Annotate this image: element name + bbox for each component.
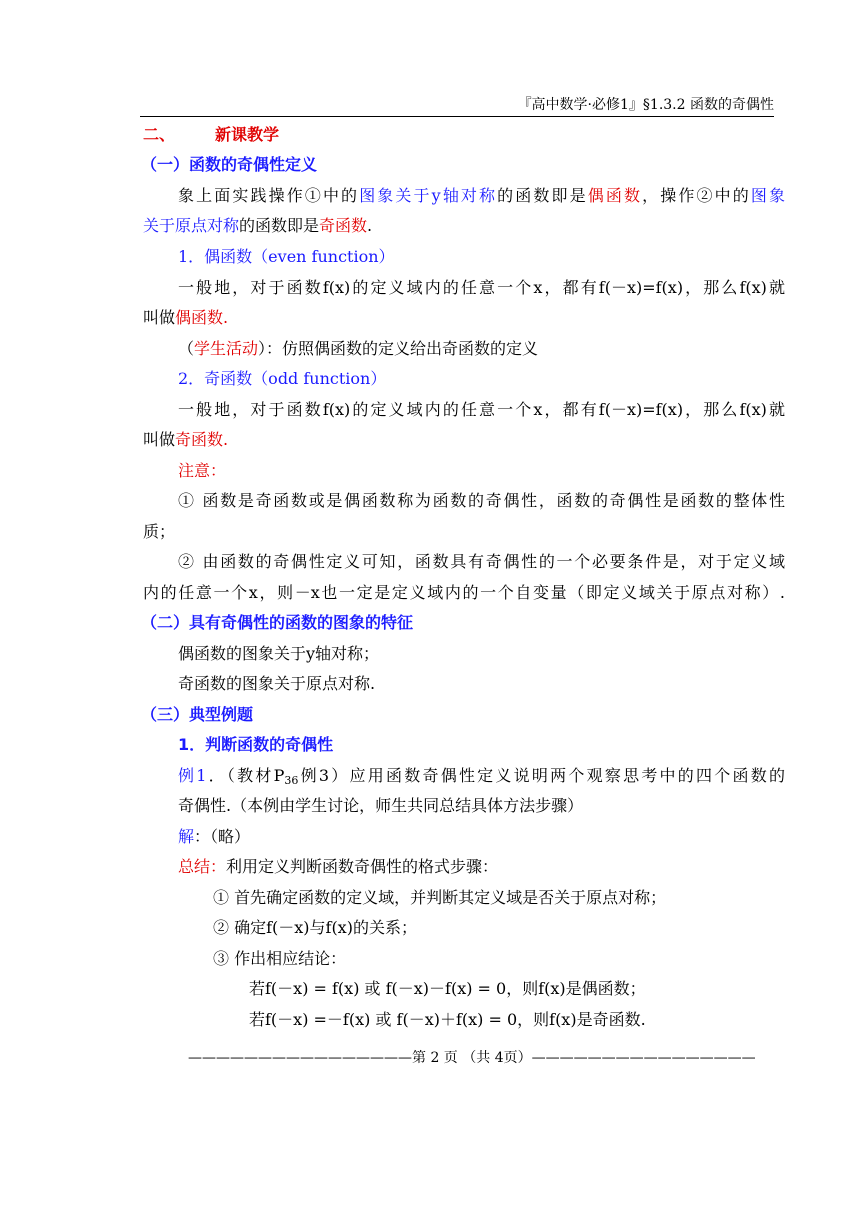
- summary-step-3: ③ 作出相应结论：: [213, 949, 347, 968]
- odd-function-heading: 2．奇函数（odd function）: [178, 369, 387, 388]
- example-topic-heading: 1．判断函数的奇偶性: [178, 735, 334, 754]
- even-definition-line2: 叫做偶函数.: [143, 308, 229, 327]
- note-1-line2: 质；: [143, 522, 176, 541]
- summary-step-1: ① 首先确定函数的定义域，并判断其定义域是否关于原点对称；: [213, 888, 667, 907]
- subsection-3-title: （三）典型例题: [141, 705, 254, 724]
- note-2-line1: ② 由函数的奇偶性定义可知，函数具有奇偶性的一个必要条件是，对于定义域: [178, 552, 785, 571]
- student-activity: （学生活动）：仿照偶函数的定义给出奇函数的定义: [178, 339, 539, 358]
- subsection-1-title: （一）函数的奇偶性定义: [141, 155, 318, 174]
- example-1-line1: 例1．（教材$P_{36}$例3）应用函数奇偶性定义说明两个观察思考中的四个函数的: [178, 766, 785, 787]
- page-footer: ————————————————第 2 页 （共 4页）————————————————: [188, 1050, 756, 1066]
- header-rule: [140, 116, 774, 117]
- note-2-line2: 内的任意一个x，则－x也一定是定义域内的一个自变量（即定义域关于原点对称）.: [143, 583, 785, 602]
- summary-step-2: ② 确定f(－x)与f(x)的关系；: [213, 918, 417, 937]
- note-1-line1: ① 函数是奇函数或是偶函数称为函数的奇偶性，函数的奇偶性是函数的整体性: [178, 491, 785, 510]
- subsection-2-title: （二）具有奇偶性的函数的图象的特征: [141, 613, 414, 632]
- example-1-line2: 奇偶性.（本例由学生讨论，师生共同总结具体方法步骤）: [178, 796, 584, 815]
- summary-condition-odd: 若f(－x) =－f(x) 或 f(－x)＋f(x) = 0，则f(x)是奇函数.: [249, 1010, 646, 1029]
- even-function-heading: 1．偶函数（even function）: [178, 247, 395, 266]
- odd-graph-feature: 奇函数的图象关于原点对称.: [178, 674, 376, 693]
- even-graph-feature: 偶函数的图象关于y轴对称；: [178, 644, 380, 663]
- note-label: 注意：: [178, 461, 227, 480]
- paragraph-intro-line1: 象上面实践操作①中的图象关于y轴对称的函数即是偶函数，操作②中的图象: [178, 186, 785, 205]
- even-definition-line1: 一般地，对于函数f(x)的定义域内的任意一个x，都有f(－x)=f(x)，那么f(x)就: [178, 278, 785, 297]
- section-heading: [143, 125, 279, 145]
- summary-condition-even: 若f(－x) = f(x) 或 f(－x)－f(x) = 0，则f(x)是偶函数；: [249, 979, 646, 998]
- section-number: 二、: [143, 125, 176, 144]
- solution: 解：（略）: [178, 827, 251, 846]
- paragraph-intro-line2: 关于原点对称的函数即是奇函数.: [143, 216, 373, 235]
- odd-definition-line1: 一般地，对于函数f(x)的定义域内的任意一个x，都有f(－x)=f(x)，那么f(x)就: [178, 400, 785, 419]
- summary: 总结：利用定义判断函数奇偶性的格式步骤：: [178, 857, 499, 876]
- odd-definition-line2: 叫做奇函数.: [143, 430, 229, 449]
- section-title: 新课教学: [215, 125, 280, 144]
- running-header: 『高中数学·必修1』§1.3.2 函数的奇偶性: [517, 97, 774, 113]
